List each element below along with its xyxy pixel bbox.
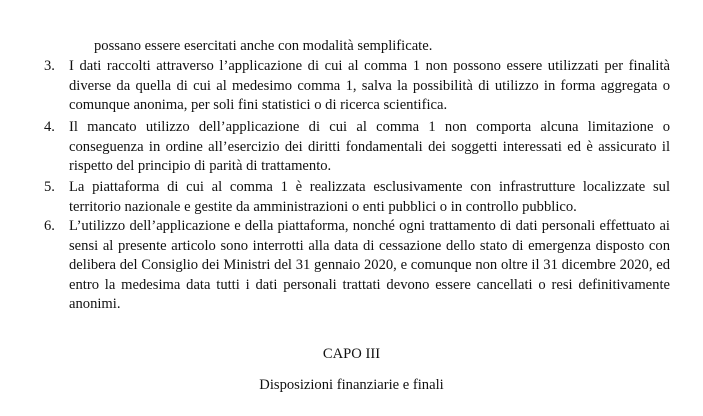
item-text: La piattaforma di cui al comma 1 è realizzata esclusivamente con infrastrutture localizzate sul territorio nazionale e gestite da amministrazioni o enti pubblici o in controllo pubblico. <box>69 179 670 215</box>
item-number: 4. <box>44 119 55 135</box>
item-text: I dati raccolti attraverso l’applicazione di cui al comma 1 non possono essere utilizzati per finalità diverse da quella di cui al medesimo comma 1, salva la possibilità di utilizzo in forma aggregata o comunque anonima, per soli fini statistici o di ricerca scientifica. <box>69 58 670 114</box>
item-number: 5. <box>44 179 55 195</box>
item-text: L’utilizzo dell’applicazione e della piattaforma, nonché ogni trattamento di dati personali effettuato ai sensi al presente articolo sono interrotti alla data di cessazione dello stato di emergenza disposto con delibera del Consiglio dei Ministri del 31 gennaio 2020, e comunque non oltre il 31 dicembre 2020, ed entro la medesima data tutti i dati personali trattati devono essere cancellati o resi definitivamente anonimi. <box>69 218 670 313</box>
chapter-heading: CAPO III <box>322 346 381 362</box>
continuation-line: possano essere esercitati anche con modalità semplificate. <box>94 38 433 54</box>
item-number: 6. <box>44 218 55 234</box>
item-number: 3. <box>44 58 55 74</box>
chapter-title: Disposizioni finanziarie e finali <box>259 377 444 393</box>
item-text: Il mancato utilizzo dell’applicazione di cui al comma 1 non comporta alcuna limitazione o conseguenza in ordine all’esercizio dei diritti fondamentali dei soggetti interessati ed è assicurato il rispetto del principio di parità di trattamento. <box>69 119 670 175</box>
